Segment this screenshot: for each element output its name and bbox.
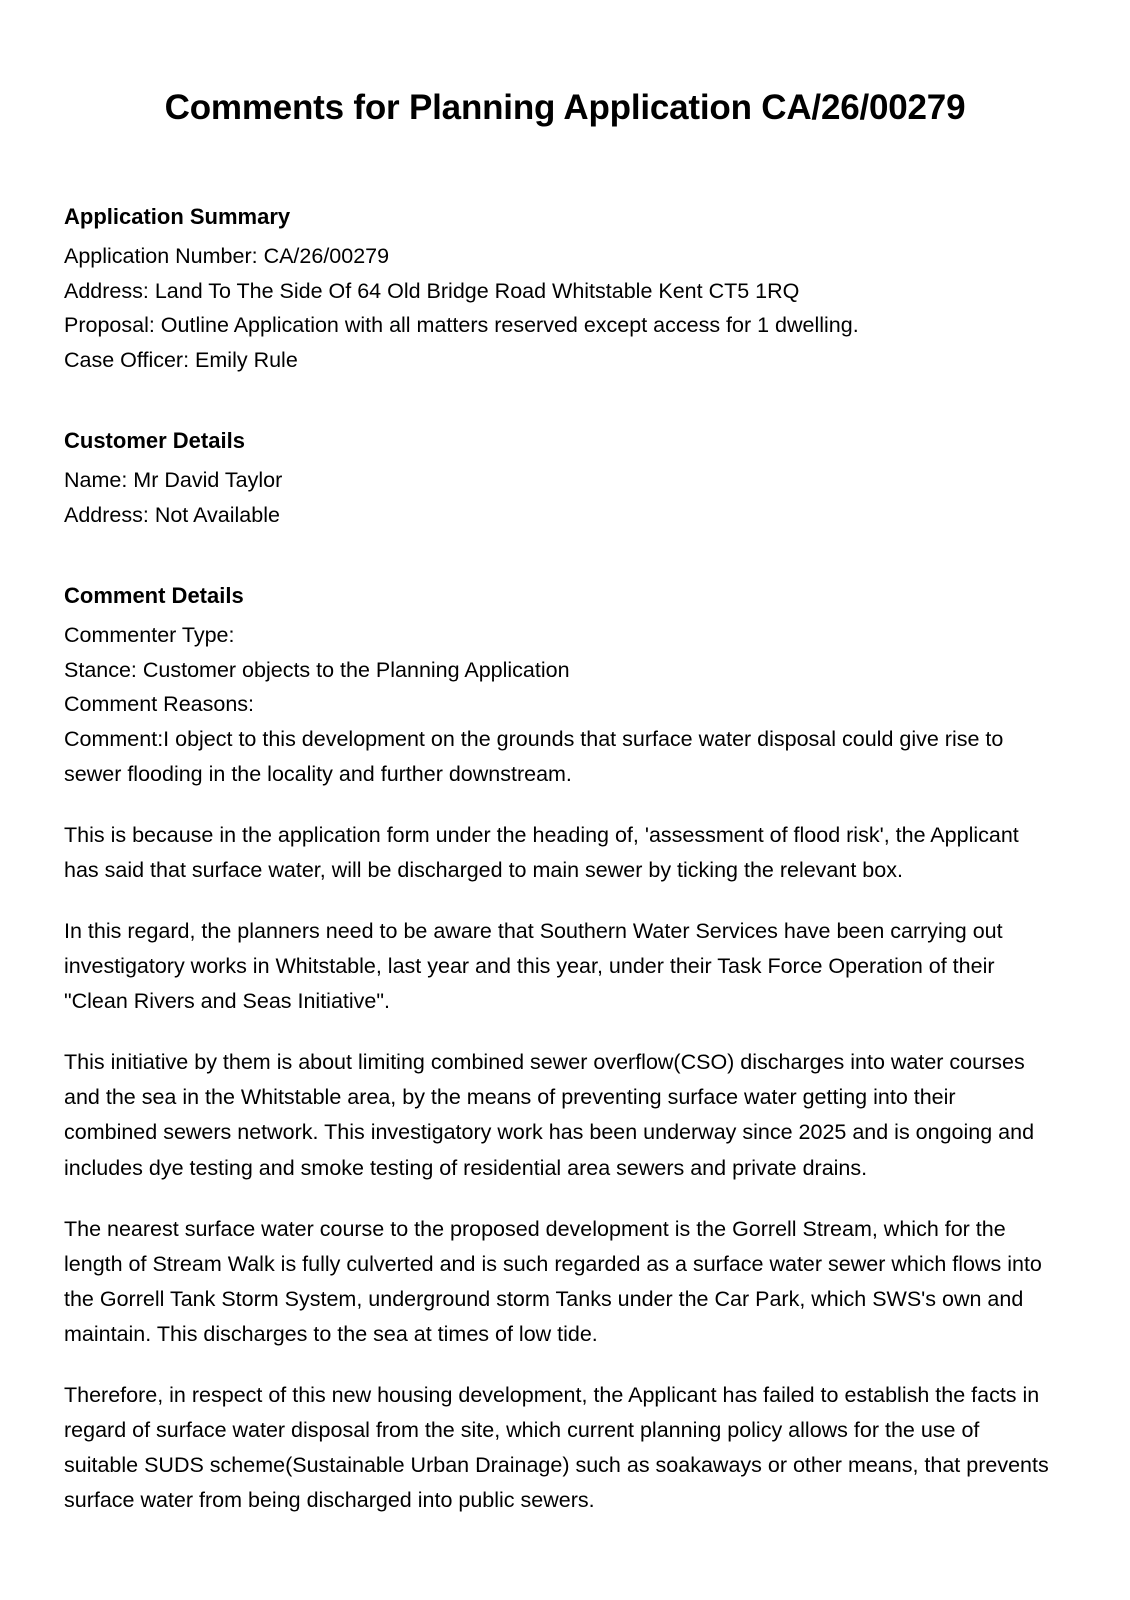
comment-paragraph: In this regard, the planners need to be aware that Southern Water Services have been carrying out investigatory works in Whitstable, last year and this year, under their Task Force Operation of their "Clean Rivers and Seas Initiative". [64,919,1003,1014]
application-case-officer-line: Case Officer: Emily Rule [64,348,298,373]
page-title: Comments for Planning Application CA/26/00279 [164,88,966,127]
comment-paragraph: This initiative by them is about limiting combined sewer overflow(CSO) discharges into water courses and the sea in the Whitstable area, by the means of preventing surface water getting into their combined sewers network. This investigatory work has been underway since 2025 and is ongoing and includes dye testing and smoke testing of residential area sewers and private drains. [64,1050,1035,1180]
comment-body [64,722,1066,1518]
comment-paragraph: This is because in the application form under the heading of, 'assessment of flood risk', the Applicant has said that surface water, will be discharged to main sewer by ticking the relevant box. [64,823,1019,883]
customer-name-line: Name: Mr David Taylor [64,468,283,493]
customer-details-heading: Customer Details [64,428,245,454]
application-summary-heading: Application Summary [64,203,291,229]
comment-paragraph: Comment:I object to this development on the grounds that surface water disposal could give rise to sewer flooding in the locality and further downstream. [64,727,1004,787]
comment-details-heading: Comment Details [64,582,244,608]
application-summary-section [64,200,1066,378]
application-proposal-line: Proposal: Outline Application with all matters reserved except access for 1 dwelling. [64,313,859,338]
application-number-line: Application Number: CA/26/00279 [64,243,390,268]
customer-details-section [64,424,1066,533]
application-address-line: Address: Land To The Side Of 64 Old Bridge Road Whitstable Kent CT5 1RQ [64,278,800,303]
comment-reasons-line: Comment Reasons: [64,692,254,717]
comment-paragraph: The nearest surface water course to the proposed development is the Gorrell Stream, which for the length of Stream Walk is fully culverted and is such regarded as a surface water sewer which flows into the Gorrell Tank Storm System, underground storm Tanks under the Car Park, which SWS's own and maintain. This discharges to the sea at times of low tide. [64,1216,1042,1346]
comment-paragraph: Therefore, in respect of this new housing development, the Applicant has failed to establish the facts in regard of surface water disposal from the site, which current planning policy allows for the use of suitable SUDS scheme(Sustainable Urban Drainage) such as soakaways or other means, that prevents surface water from being discharged into public sewers. [64,1382,1049,1512]
stance-line: Stance: Customer objects to the Planning Application [64,657,570,682]
comment-details-section [64,579,1066,1518]
commenter-type-line: Commenter Type: [64,622,235,647]
customer-address-line: Address: Not Available [64,502,280,527]
